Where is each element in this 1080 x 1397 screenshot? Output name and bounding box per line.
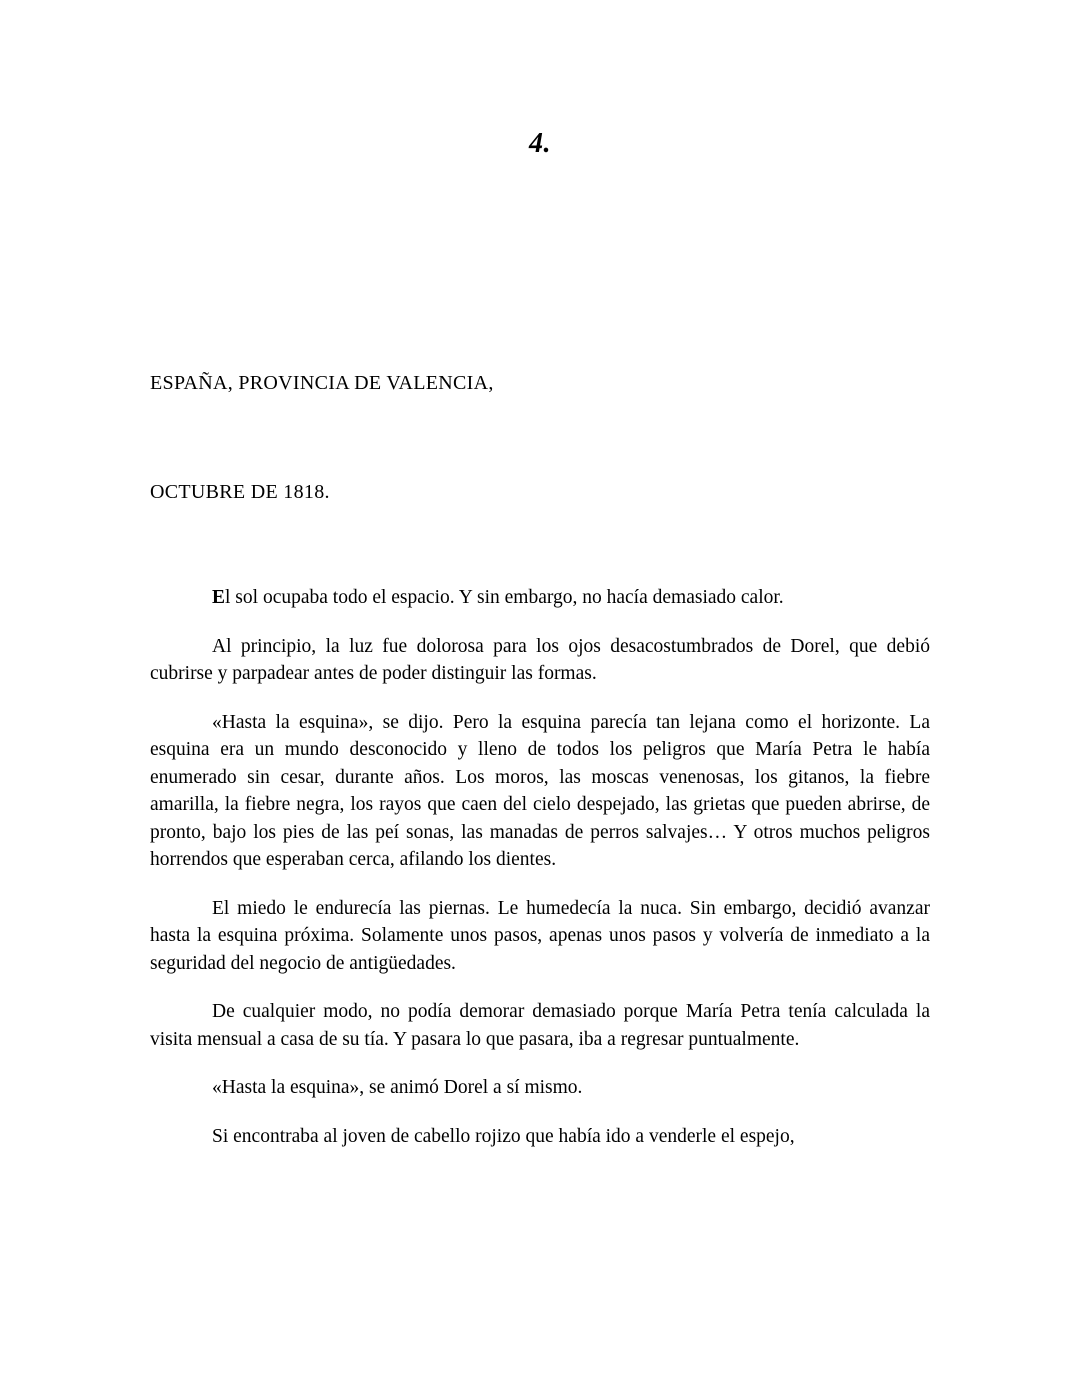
chapter-number: 4. bbox=[529, 128, 551, 159]
paragraph: «Hasta la esquina», se dijo. Pero la esquina parecía tan lejana como el horizonte. La esquina era un mundo desconocido y lleno de todos los peligros que María Petra le había enumerado sin cesar, durante años. Los moros, las moscas venenosas, los gitanos, la fiebre amarilla, la fiebre negra, los rayos que caen del cielo despejado, las grietas que pueden abrirse, de pronto, bajo los pies de las peí sonas, las manadas de perros salvajes… Y otros muchos peligros horrendos que esperaban cerca, afilando los dientes. bbox=[150, 711, 930, 870]
lead-initial-letter: E bbox=[212, 587, 226, 608]
paragraph: El miedo le endurecía las piernas. Le humedecía la nuca. Sin embargo, decidió avanzar hasta la esquina próxima. Solamente unos pasos, apenas unos pasos y volvería de inmediato a la seguridad del negocio de antigüedades. bbox=[150, 897, 930, 974]
paragraph-lead bbox=[150, 584, 930, 612]
body-text bbox=[150, 584, 930, 1150]
paragraph: «Hasta la esquina», se animó Dorel a sí mismo. bbox=[212, 1077, 583, 1098]
paragraph: Al principio, la luz fue dolorosa para los ojos desacostumbrados de Dorel, que debió cubrirse y parpadear antes de poder distinguir las formas. bbox=[150, 635, 930, 684]
lead-rest: l sol ocupaba todo el espacio. Y sin embargo, no hacía demasiado calor. bbox=[225, 587, 784, 608]
date-line: OCTUBRE DE 1818. bbox=[150, 481, 330, 503]
location-line: ESPAÑA, PROVINCIA DE VALENCIA, bbox=[150, 372, 494, 394]
paragraph: De cualquier modo, no podía demorar demasiado porque María Petra tenía calculada la visita mensual a casa de su tía. Y pasara lo que pasara, iba a regresar puntualmente. bbox=[150, 1001, 930, 1050]
paragraph: Si encontraba al joven de cabello rojizo que había ido a venderle el espejo, bbox=[212, 1125, 795, 1147]
